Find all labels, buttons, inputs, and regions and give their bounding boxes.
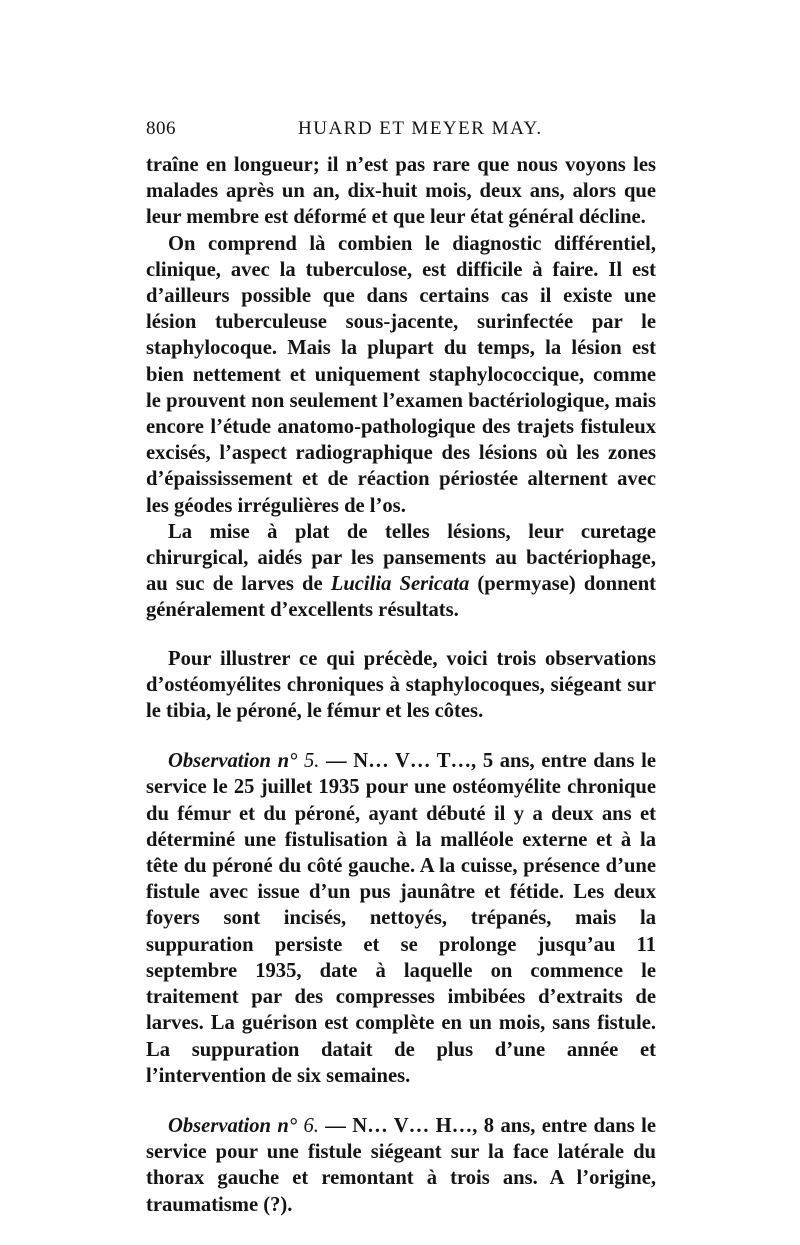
observation-6-title: Observation n° [168,1114,298,1137]
paragraph-treatment [146,519,656,624]
paragraph-differential-diagnosis: On comprend là combien le diagnostic différentiel, clinique, avec la tuberculose, est difficile à faire. Il est d’ailleurs possible que dans certains cas il existe une lésion tuberculeuse sous-jacente, surinfectée par le staphylocoque. Mais la plupart du temps, la lésion est bien nettement et uniquement staphylococcique, comme le prouvent non seulement l’examen bactériologique, mais encore l’étude anatomo-pathologique des trajets fistuleux excisés, l’aspect radiographique des lésions où les zones d’épaississement et de réaction périostée alternent avec les géodes irrégulières de l’os. [146,232,656,517]
observation-5 [146,748,656,1089]
observation-5-text: — N… V… T…, 5 ans, entre dans le service le 25 juillet 1935 pour une ostéomyélite chronique du fémur et du péroné, ayant débuté il y a deux ans et déterminé une fistulisation à la malléole externe et à la tête du péroné du côté gauche. A la cuisse, présence d’une fistule avec issue d’un pus jaunâtre et fétide. Les deux foyers sont incisés, nettoyés, trépanés, mais la suppuration persiste et se prolonge jusqu’au 11 septembre 1935, date à laquelle on commence le traitement par des compresses imbibées d’extraits de larves. La guérison est complète en un mois, sans fistule. La suppuration datait de plus d’une année et l’intervention de six semaines. [146,750,656,1087]
treatment-text-before: La mise à plat de telles lésions, leur curetage chirurgical, aidés par les pansements au bactériophage, au suc de larves de [146,520,656,596]
paragraph-continuation: traîne en longueur; il n’est pas rare que nous voyons les malades après un an, dix-huit mois, deux ans, alors que leur membre est déformé et que leur état général décline. [146,154,656,229]
paragraph-introduction-observations: Pour illustrer ce qui précède, voici trois observations d’ostéomyélites chroniques à staphylocoques, siégeant sur le tibia, le péroné, le fémur et les côtes. [146,647,656,723]
latin-species-name: Lucilia Sericata [330,573,470,596]
page-number: 806 [146,118,176,139]
treatment-text-after: (permyase) donnent généralement d’excellents résultats. [146,573,656,622]
observation-5-title: Observation n° [168,750,298,773]
body-text [146,152,656,1218]
observation-6-text: — N… V… H…, 8 ans, entre dans le service pour une fistule siégeant sur la face latérale du thorax gauche et remontant à trois ans. A l’origine, traumatisme (?). [146,1114,656,1216]
observation-5-number: 5. [303,750,320,773]
observation-6 [146,1113,656,1218]
running-title: HUARD ET MEYER MAY. [298,118,543,139]
page-header [146,118,656,148]
observation-6-number: 6. [303,1114,319,1137]
